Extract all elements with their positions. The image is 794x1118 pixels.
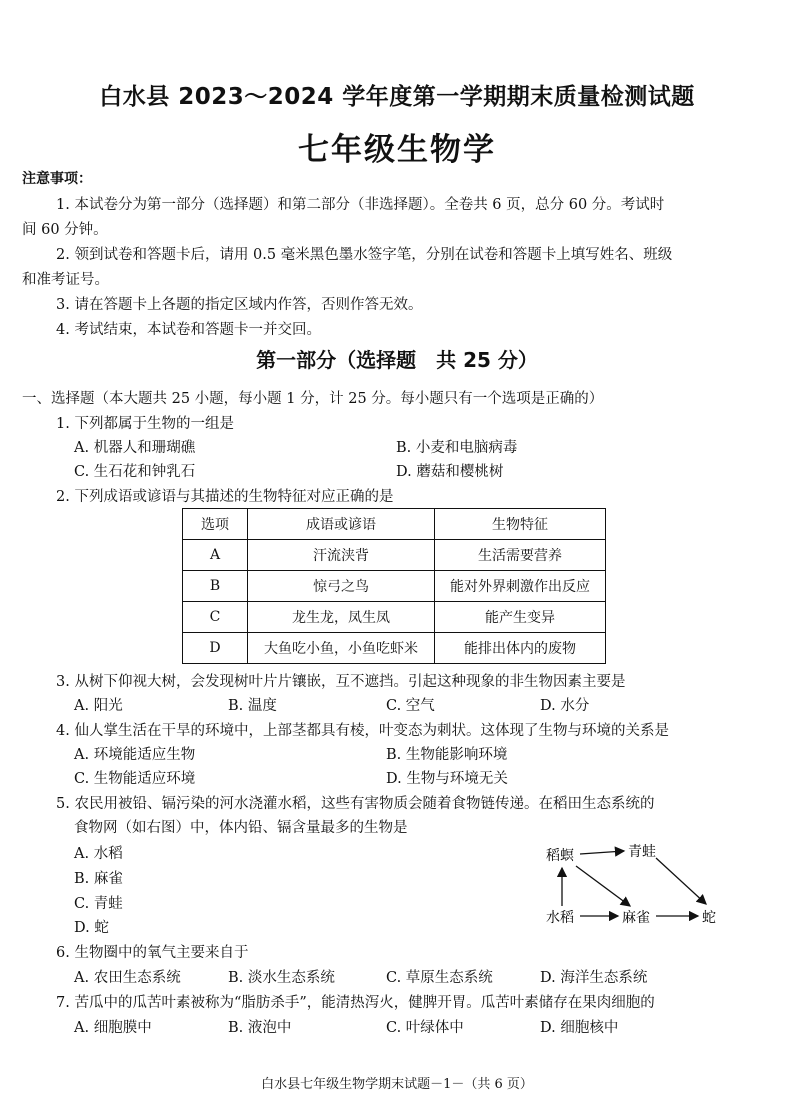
q7-option-c: C. 叶绿体中 (386, 1020, 464, 1036)
q6-option-d: D. 海洋生态系统 (540, 970, 648, 986)
table-cell-feature: 能对外界刺激作出反应 (435, 571, 606, 602)
question-5-stem-1: 5. 农民用被铅、镉污染的河水浇灌水稻，这些有害物质会随着食物链传递。在稻田生态系统的 (56, 796, 655, 812)
question-7-stem: 7. 苦瓜中的瓜苦叶素被称为“脂肪杀手”，能清热泻火，健脾开胃。瓜苦叶素储存在果肉细胞的 (56, 995, 655, 1011)
table-cell-option: A (183, 540, 248, 571)
q3-option-b: B. 温度 (228, 698, 277, 714)
question-4-stem: 4. 仙人掌生活在干旱的环境中，上部茎都具有棱，叶变态为刺状。这体现了生物与环境的关系是 (56, 723, 669, 739)
q5-option-a: A. 水稻 (74, 846, 123, 862)
section-title: 第一部分（选择题 共 25 分） (256, 348, 538, 372)
q1-option-c: C. 生石花和钟乳石 (74, 464, 196, 480)
page-footer: 白水县七年级生物学期末试题－1－（共 6 页） (261, 1077, 533, 1092)
question-5-stem-2: 食物网（如右图）中，体内铅、镉含量最多的生物是 (74, 820, 408, 836)
q6-option-c: C. 草原生态系统 (386, 970, 493, 986)
q6-option-b: B. 淡水生态系统 (228, 970, 335, 986)
arrow-frog-to-snake (656, 858, 706, 904)
q1-option-a: A. 机器人和珊瑚礁 (74, 440, 196, 456)
q7-option-a: A. 细胞膜中 (74, 1020, 152, 1036)
q1-option-d: D. 蘑菇和樱桃树 (396, 464, 504, 480)
q5-option-c: C. 青蛙 (74, 896, 123, 912)
table-cell-idiom: 大鱼吃小鱼，小鱼吃虾米 (248, 633, 435, 664)
subject-title: 七年级生物学 (298, 132, 496, 168)
web-node-frog: 青蛙 (628, 844, 656, 860)
question-1-stem: 1. 下列都属于生物的一组是 (56, 416, 234, 432)
q4-option-a: A. 环境能适应生物 (74, 747, 196, 763)
note-1b: 间 60 分钟。 (22, 222, 108, 238)
notes-heading: 注意事项： (22, 171, 92, 187)
table-cell-feature: 能产生变异 (435, 602, 606, 633)
section-instruction: 一、选择题（本大题共 25 小题，每小题 1 分，计 25 分。每小题只有一个选项是正确的） (22, 391, 604, 407)
table-cell-idiom: 龙生龙，凤生凤 (248, 602, 435, 633)
note-2b: 和准考证号。 (22, 272, 109, 288)
table-cell-feature: 生活需要营养 (435, 540, 606, 571)
web-node-snake: 蛇 (702, 910, 716, 926)
exam-title: 白水县 2023～2024 学年度第一学期期末质量检测试题 (99, 84, 695, 110)
q6-option-a: A. 农田生态系统 (74, 970, 181, 986)
web-node-sparrow: 麻雀 (622, 910, 650, 926)
q3-option-a: A. 阳光 (74, 698, 123, 714)
q7-option-d: D. 细胞核中 (540, 1020, 619, 1036)
table-header-feature: 生物特征 (435, 509, 606, 540)
q5-option-b: B. 麻雀 (74, 871, 123, 887)
table-row (183, 540, 606, 571)
question-2-stem: 2. 下列成语或谚语与其描述的生物特征对应正确的是 (56, 489, 394, 505)
table-cell-idiom: 惊弓之鸟 (248, 571, 435, 602)
question-6-stem: 6. 生物圈中的氧气主要来自于 (56, 945, 249, 961)
q4-option-d: D. 生物与环境无关 (386, 771, 508, 787)
table-header-row (183, 509, 606, 540)
q4-option-b: B. 生物能影响环境 (386, 747, 508, 763)
idiom-table (182, 508, 606, 664)
q5-option-d: D. 蛇 (74, 920, 109, 936)
table-header-option: 选项 (183, 509, 248, 540)
table-cell-option: B (183, 571, 248, 602)
table-cell-option: C (183, 602, 248, 633)
arrow-borer-to-frog (580, 851, 624, 854)
q1-option-b: B. 小麦和电脑病毒 (396, 440, 518, 456)
q3-option-d: D. 水分 (540, 698, 590, 714)
table-row (183, 571, 606, 602)
web-node-rice: 水稻 (546, 910, 574, 926)
note-2a: 2. 领到试卷和答题卡后，请用 0.5 毫米黑色墨水签字笔，分别在试卷和答题卡上填写姓名、班级 (56, 247, 673, 263)
note-3: 3. 请在答题卡上各题的指定区域内作答，否则作答无效。 (56, 297, 423, 313)
table-cell-idiom: 汗流浃背 (248, 540, 435, 571)
q3-option-c: C. 空气 (386, 698, 435, 714)
q4-option-c: C. 生物能适应环境 (74, 771, 196, 787)
note-4: 4. 考试结束，本试卷和答题卡一并交回。 (56, 322, 321, 338)
table-cell-feature: 能排出体内的废物 (435, 633, 606, 664)
table-row (183, 633, 606, 664)
food-web-diagram (536, 840, 726, 930)
note-1a: 1. 本试卷分为第一部分（选择题）和第二部分（非选择题）。全卷共 6 页，总分 60 分。考试时 (56, 197, 665, 213)
q7-option-b: B. 液泡中 (228, 1020, 292, 1036)
web-node-rice-borer: 稻螟 (546, 848, 574, 864)
table-header-idiom: 成语或谚语 (248, 509, 435, 540)
table-cell-option: D (183, 633, 248, 664)
table-row (183, 602, 606, 633)
question-3-stem: 3. 从树下仰视大树，会发现树叶片片镶嵌，互不遮挡。引起这种现象的非生物因素主要是 (56, 674, 626, 690)
arrow-borer-to-sparrow (576, 866, 630, 906)
